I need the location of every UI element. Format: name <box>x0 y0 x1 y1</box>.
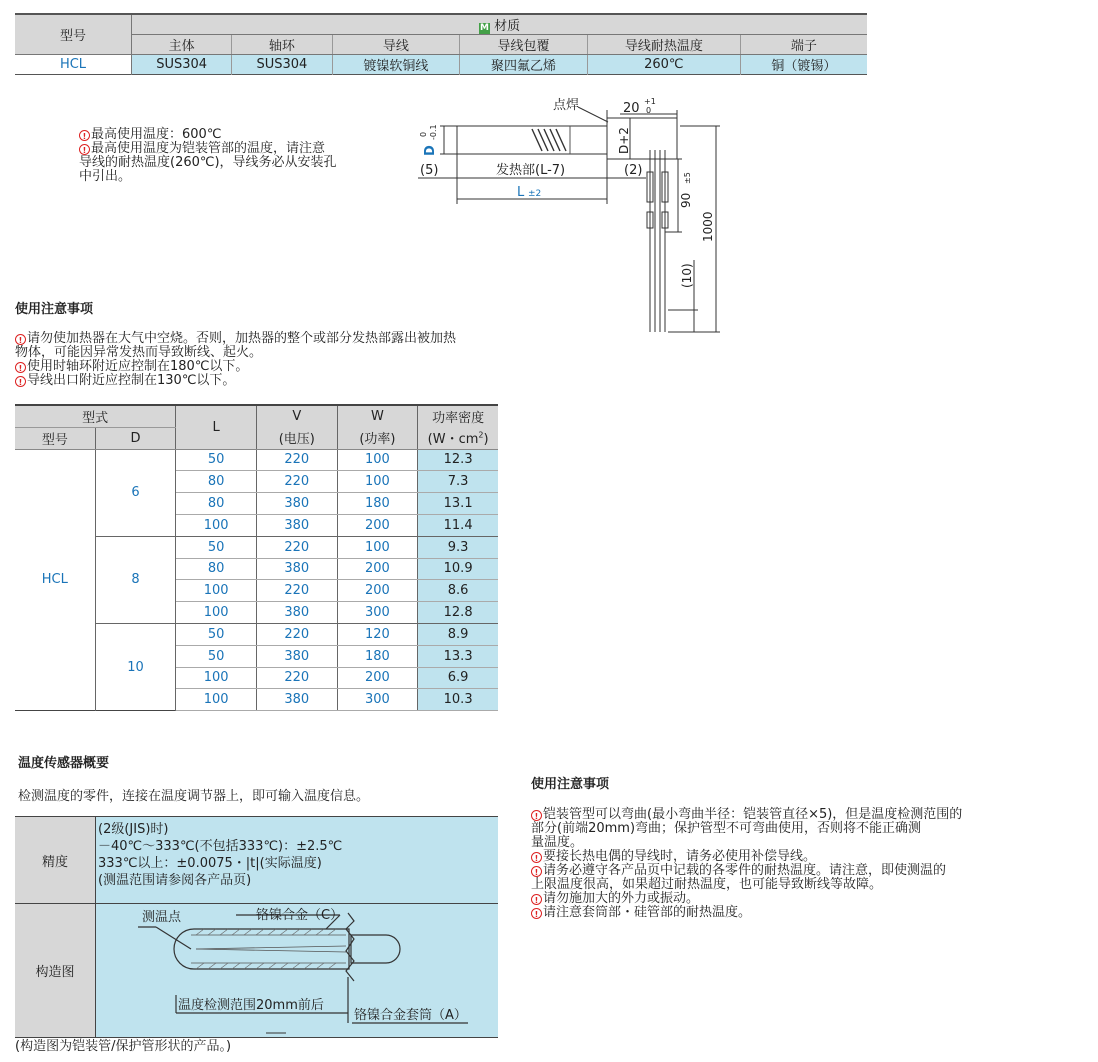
sensor-footnote: (构造图为铠装管/保护管形状的产品。) <box>15 1039 232 1054</box>
spec-header-density: 功率密度 <box>418 405 498 427</box>
spec-w: 200 <box>337 667 418 689</box>
spot-weld-label: 点焊 <box>553 98 580 113</box>
detection-range-label: 温度检测范围20mm前后 <box>178 998 324 1013</box>
precautions-1 <box>15 332 555 388</box>
d-plus-2: D+2 <box>617 127 631 154</box>
spec-w: 180 <box>337 645 418 667</box>
svg-text:90: 90 <box>679 192 693 208</box>
spec-header-v-sub: (电压) <box>256 427 337 449</box>
spec-l: 80 <box>176 471 257 493</box>
spec-density: 10.9 <box>418 558 498 580</box>
spec-header-w-sub: (功率) <box>337 427 418 449</box>
material-col-header: 端子 <box>740 35 867 55</box>
material-value: SUS304 <box>232 55 332 75</box>
spec-v: 220 <box>256 471 337 493</box>
precaution-1-2: 物体，可能因异常发热而导致断线、起火。 <box>15 345 263 360</box>
svg-text:(10): (10) <box>680 263 694 288</box>
warning-icon: ! <box>79 130 90 141</box>
precaution-2-line: 上限温度很高，如果超过耐热温度，也可能导致断线等故障。 <box>531 877 883 892</box>
spec-header-d: D <box>95 427 176 449</box>
alloy-a-label: 铬镍合金套筒（A） <box>354 1008 467 1023</box>
svg-text:(2): (2) <box>624 163 643 178</box>
spec-density: 7.3 <box>418 471 498 493</box>
l-label: L <box>517 185 525 200</box>
spec-w: 300 <box>337 602 418 624</box>
material-table <box>15 13 867 75</box>
spec-w: 120 <box>337 623 418 645</box>
material-value: 聚四氟乙烯 <box>460 55 588 75</box>
precaution-2-line: ! 请勿施加大的外力或振动。 <box>531 892 1071 906</box>
sensor-title: 温度传感器概要 <box>18 756 110 771</box>
warning-icon: ! <box>79 144 90 155</box>
top-note-4: 中引出。 <box>79 169 132 184</box>
thermocouple-diagram <box>96 905 498 1036</box>
spec-density: 8.9 <box>418 623 498 645</box>
warning-icon: ! <box>531 852 542 863</box>
material-value: 铜（镀锡） <box>740 55 867 75</box>
spec-w: 180 <box>337 493 418 515</box>
spec-d: 10 <box>95 623 176 710</box>
structure-label: 构造图 <box>15 904 96 1038</box>
material-col-header: 导线 <box>332 35 460 55</box>
spec-l: 50 <box>176 623 257 645</box>
svg-text:±5: ±5 <box>683 172 692 184</box>
precaution-2-line: ! 请务必遵守各产品页中记载的各零件的耐热温度。请注意，即使测温的 <box>531 864 1071 878</box>
material-col-header: 导线耐热温度 <box>587 35 740 55</box>
precaution-2-line: 部分(前端20mm)弯曲；保护管型不可弯曲使用，否则将不能正确测 <box>531 821 922 836</box>
spec-d: 8 <box>95 536 176 623</box>
spec-v: 380 <box>256 558 337 580</box>
spec-l: 100 <box>176 689 257 711</box>
spec-w: 200 <box>337 580 418 602</box>
warning-icon: ! <box>531 908 542 919</box>
spec-header-w: W <box>337 405 418 427</box>
spec-v: 380 <box>256 514 337 536</box>
spec-table <box>15 404 498 711</box>
spec-w: 100 <box>337 449 418 471</box>
warning-icon: ! <box>531 894 542 905</box>
precaution-1-1: ! 请勿使加热器在大气中空烧。否则，加热器的整个或部分发热部露出被加热 <box>15 332 555 346</box>
sensor-table <box>15 816 498 1038</box>
spec-density: 6.9 <box>418 667 498 689</box>
spec-density: 11.4 <box>418 514 498 536</box>
structure-diagram <box>96 904 499 1038</box>
spec-v: 380 <box>256 602 337 624</box>
dim-1000: 1000 <box>701 211 715 242</box>
material-value: 镀镍软铜线 <box>332 55 460 75</box>
d-label: D <box>423 145 438 156</box>
spec-model: HCL <box>15 449 95 711</box>
material-value: SUS304 <box>132 55 232 75</box>
precaution-2-line: ! 铠装管型可以弯曲(最小弯曲半径：铠装管直径×5)，但是温度检测范围的 <box>531 808 1071 822</box>
spec-v: 380 <box>256 493 337 515</box>
precautions-title-2: 使用注意事项 <box>531 777 610 792</box>
spec-w: 100 <box>337 536 418 558</box>
top-notes <box>79 128 379 184</box>
spec-density: 13.1 <box>418 493 498 515</box>
dim-20: 20 <box>623 101 640 116</box>
spec-v: 380 <box>256 689 337 711</box>
svg-text:0: 0 <box>646 106 652 115</box>
spec-v: 220 <box>256 536 337 558</box>
accuracy-value: (2级(JIS)时) －40℃～333℃(不包括333℃)：±2.5℃ 333℃以上：±0.0075・|t|(实际温度) (测温范围请参阅各产品页) <box>96 817 499 904</box>
spec-density: 9.3 <box>418 536 498 558</box>
spec-l: 80 <box>176 558 257 580</box>
spec-w: 200 <box>337 558 418 580</box>
spec-density: 10.3 <box>418 689 498 711</box>
spec-density: 8.6 <box>418 580 498 602</box>
precautions-title-1: 使用注意事项 <box>15 302 94 317</box>
spec-l: 100 <box>176 667 257 689</box>
spec-v: 380 <box>256 645 337 667</box>
spec-l: 100 <box>176 514 257 536</box>
spec-header-l: L <box>176 405 257 449</box>
spec-l: 80 <box>176 493 257 515</box>
material-row-model: HCL <box>15 55 132 75</box>
alloy-c-label: 铬镍合金（C） <box>256 908 344 923</box>
precaution-2-line: ! 要接长热电偶的导线时，请务必使用补偿导线。 <box>531 850 1071 864</box>
top-note-3: 导线的耐热温度(260℃)，导线务必从安装孔 <box>79 155 337 170</box>
sensor-intro: 检测温度的零件，连接在温度调节器上，即可输入温度信息。 <box>18 789 370 804</box>
warning-icon: ! <box>15 362 26 373</box>
warning-icon: ! <box>15 376 26 387</box>
svg-text:-0.1: -0.1 <box>429 124 438 140</box>
svg-text:+1: +1 <box>644 97 656 106</box>
warning-icon: ! <box>531 866 542 877</box>
spec-v: 220 <box>256 449 337 471</box>
top-note-1: ! 最高使用温度：600℃ <box>79 128 379 142</box>
material-col-header: 导线包覆 <box>460 35 588 55</box>
material-m-icon: M <box>479 23 489 33</box>
spec-header-v: V <box>256 405 337 427</box>
warning-icon: ! <box>531 810 542 821</box>
spec-v: 220 <box>256 667 337 689</box>
heater-drawing <box>410 92 730 342</box>
spec-header-type: 型式 <box>15 405 176 427</box>
svg-text:±2: ±2 <box>528 189 542 199</box>
precaution-1-3: ! 使用时轴环附近应控制在180℃以下。 <box>15 360 555 374</box>
spec-l: 100 <box>176 602 257 624</box>
spec-density: 13.3 <box>418 645 498 667</box>
spec-w: 200 <box>337 514 418 536</box>
material-model-header: 型号 <box>15 14 132 55</box>
spec-w: 100 <box>337 471 418 493</box>
warning-icon: ! <box>15 334 26 345</box>
spec-l: 50 <box>176 449 257 471</box>
precaution-1-4: ! 导线出口附近应控制在130℃以下。 <box>15 374 555 388</box>
precaution-2-line: ! 请注意套筒部・硅管部的耐热温度。 <box>531 906 1071 920</box>
spec-l: 50 <box>176 536 257 558</box>
precautions-2 <box>531 808 1071 920</box>
top-note-2: ! 最高使用温度为铠装管部的温度，请注意 <box>79 142 379 156</box>
spec-density: 12.8 <box>418 602 498 624</box>
spec-header-density-unit: (W・$cm^2$) <box>418 427 498 449</box>
spec-v: 220 <box>256 580 337 602</box>
heating-section-label: 发热部(L-7) <box>496 163 566 178</box>
spec-d: 6 <box>95 449 176 536</box>
material-label: 材质 <box>494 19 521 34</box>
spec-header-model: 型号 <box>15 427 95 449</box>
spec-l: 100 <box>176 580 257 602</box>
spec-w: 300 <box>337 689 418 711</box>
table-row <box>15 449 498 471</box>
material-value: 260℃ <box>587 55 740 75</box>
spec-density: 12.3 <box>418 449 498 471</box>
svg-text:0: 0 <box>419 131 428 137</box>
material-header <box>132 14 868 35</box>
material-col-header: 主体 <box>132 35 232 55</box>
precaution-2-line: 量温度。 <box>531 835 584 850</box>
accuracy-label: 精度 <box>15 817 96 904</box>
measure-point-label: 测温点 <box>142 910 182 925</box>
material-col-header: 轴环 <box>232 35 332 55</box>
spec-v: 220 <box>256 623 337 645</box>
svg-text:(5): (5) <box>420 163 439 178</box>
spec-l: 50 <box>176 645 257 667</box>
